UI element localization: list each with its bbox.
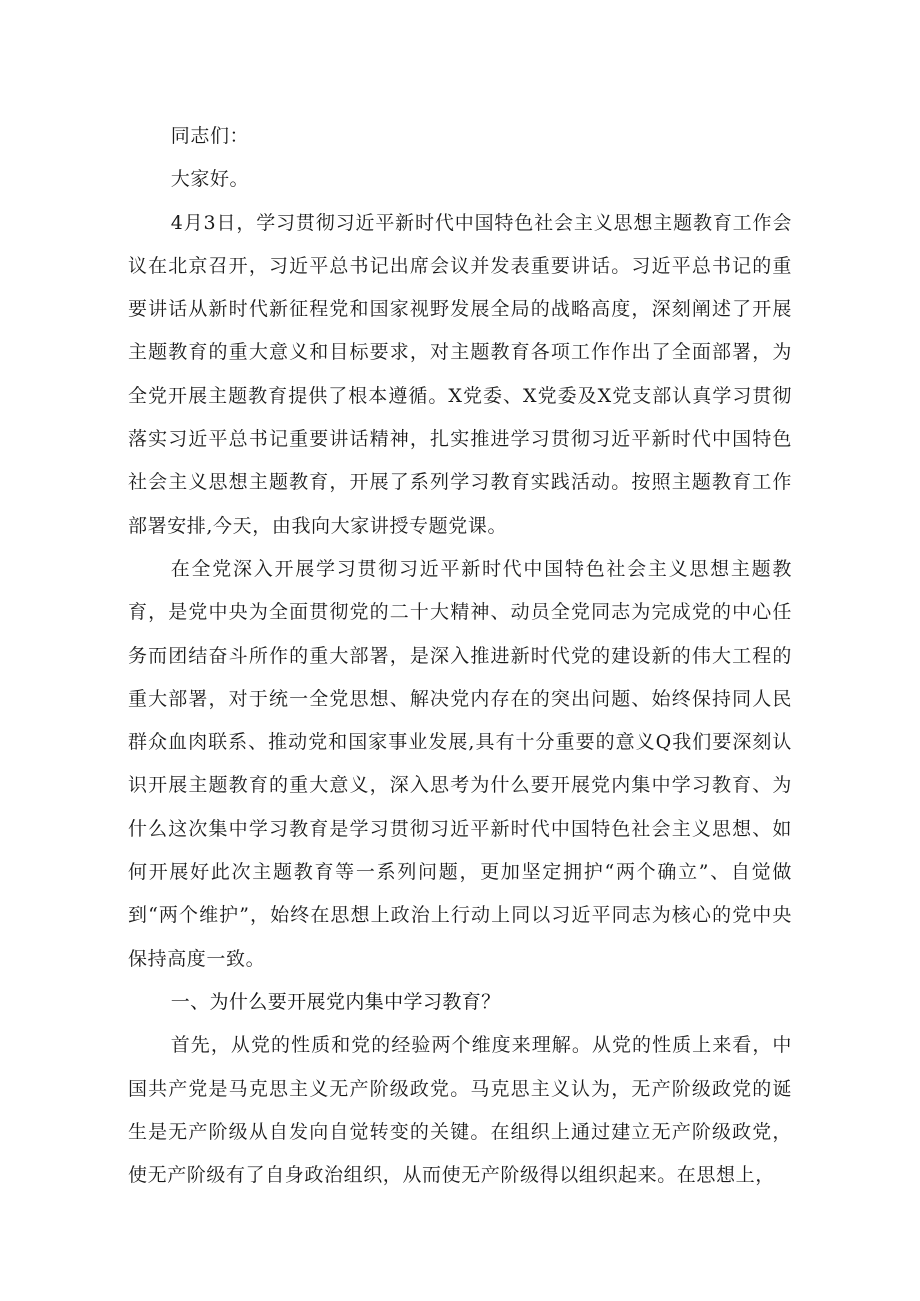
greeting: 大家好。 bbox=[170, 168, 250, 191]
body-paragraph: 4月3日，学习贯彻习近平新时代中国特色社会主义思想主题教育工作会议在北京召开，习近平总书记出席会议并发表重要讲话。习近平总书记的重要讲话从新时代新征程党和国家视野发展全局的战略高度，深刻阐述了开展主题教育的重大意义和目标要求，对主题教育各项工作作出了全面部署，为全党开展主题教育提供了根本遵循。X党委、X党委及X党支部认真学习贯彻落实习近平总书记重要讲话精神，扎实推进学习贯彻习近平新时代中国特色社会主义思想主题教育，开展了系列学习教育实践活动。按照主题教育工作部署安排,今天，由我向大家讲授专题党课。 bbox=[128, 211, 792, 537]
salutation: 同志们： bbox=[170, 125, 250, 147]
section-heading: 一、为什么要开展党内集中学习教育？ bbox=[170, 990, 501, 1013]
section-paragraph: 首先，从党的性质和党的经验两个维度来理解。从党的性质上来看，中国共产党是马克思主义无产阶级政党。马克思主义认为，无产阶级政党的诞生是无产阶级从自发向自觉转变的关键。在组织上通过建立无产阶级政党，使无产阶级有了自身政治组织，从而使无产阶级得以组织起来。在思想上， bbox=[128, 1034, 792, 1187]
document-body bbox=[128, 115, 792, 1197]
body-paragraph: 在全党深入开展学习贯彻习近平新时代中国特色社会主义思想主题教育，是党中央为全面贯彻党的二十大精神、动员全党同志为完成党的中心任务而团结奋斗所作的重大部署，是深入推进新时代党的建设新的伟大工程的重大部署，对于统一全党思想、解决党内存在的突出问题、始终保持同人民群众血肉联系、推动党和国家事业发展,具有十分重要的意义Q我们要深刻认识开展主题教育的重大意义，深入思考为什么要开展党内集中学习教育、为什么这次集中学习教育是学习贯彻习近平新时代中国特色社会主义思想、如何开展好此次主题教育等一系列问题，更加坚定拥护“两个确立”、自觉做到“两个维护”，始终在思想上政治上行动上同以习近平同志为核心的党中央保持高度一致。 bbox=[128, 557, 792, 970]
